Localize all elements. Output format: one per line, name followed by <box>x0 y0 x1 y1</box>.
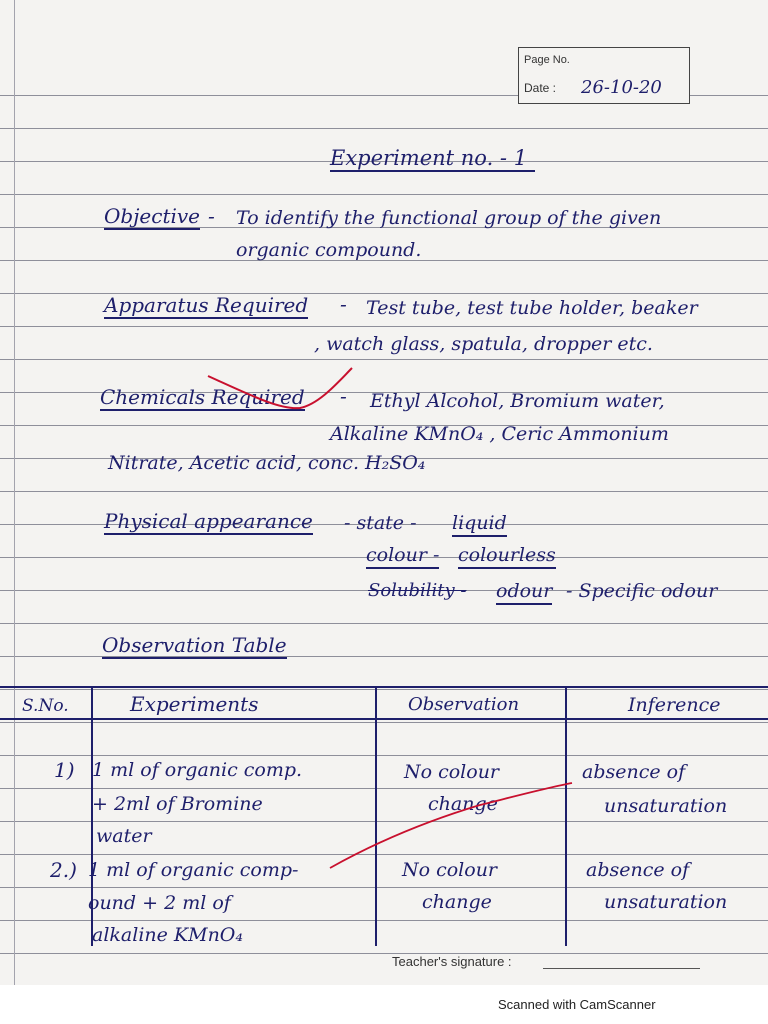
odour-label: odour <box>496 579 552 605</box>
cell-experiment: ound + 2 ml of <box>88 892 231 914</box>
cell-experiment: alkaline KMnO₄ <box>92 924 243 946</box>
physical-appearance-label: Physical appearance <box>104 509 313 533</box>
objective-text-line2: organic compound. <box>236 239 422 261</box>
chemicals-label: Chemicals Required <box>100 385 305 409</box>
state-label: - state - <box>344 512 417 534</box>
red-tick-mark <box>330 783 572 868</box>
page-no-label: Page No. <box>524 54 570 66</box>
cell-observation: change <box>422 891 492 913</box>
header-sno: S.No. <box>22 696 69 716</box>
cell-inference: unsaturation <box>604 795 728 817</box>
scanner-footer <box>0 985 768 1024</box>
cell-experiment: 1 ml of organic comp. <box>92 759 303 781</box>
cell-observation: change <box>428 793 498 815</box>
chemicals-text-line3: Nitrate, Acetic acid, conc. H₂SO₄ <box>108 452 426 474</box>
colour-value: colourless <box>458 543 556 569</box>
objective-label: Objective <box>104 204 201 228</box>
teacher-signature-label: Teacher's signature : <box>392 954 512 969</box>
cell-observation: No colour <box>404 761 500 783</box>
header-inference: Inference <box>628 694 721 716</box>
cell-inference: absence of <box>582 761 686 783</box>
objective-dash: - <box>208 204 215 228</box>
date-label: Date : <box>524 81 557 95</box>
apparatus-dash: - <box>340 292 347 316</box>
cell-inference: unsaturation <box>604 891 728 913</box>
chemicals-dash: - <box>340 384 347 408</box>
state-value: liquid <box>452 511 507 537</box>
header-experiments: Experiments <box>130 692 259 716</box>
cell-inference: absence of <box>586 859 690 881</box>
page-title: Experiment no. - 1 <box>330 146 535 172</box>
odour-value: - Specific odour <box>566 580 718 602</box>
cell-observation: No colour <box>402 859 498 881</box>
cell-experiment: 1 ml of organic comp- <box>88 859 299 881</box>
observation-table-heading: Observation Table <box>102 633 287 657</box>
apparatus-text-line1: Test tube, test tube holder, beaker <box>366 297 698 319</box>
red-tick-mark <box>208 368 352 408</box>
apparatus-text-line2: , watch glass, spatula, dropper etc. <box>314 333 653 355</box>
cell-sno: 2.) <box>50 858 77 882</box>
date-value: 26-10-20 <box>581 77 662 98</box>
objective-text-line1: To identify the functional group of the given <box>236 207 662 229</box>
colour-label: colour - <box>366 543 439 569</box>
chemicals-text-line2: Alkaline KMnO₄ , Ceric Ammonium <box>330 423 669 445</box>
chemicals-text-line1: Ethyl Alcohol, Bromium water, <box>370 390 665 412</box>
scanner-watermark: Scanned with CamScanner <box>498 997 656 1012</box>
cell-experiment: water <box>96 825 152 847</box>
cell-experiment: + 2ml of Bromine <box>92 793 263 815</box>
header-observation: Observation <box>408 694 520 715</box>
apparatus-label: Apparatus Required <box>104 293 309 317</box>
cell-sno: 1) <box>54 758 75 782</box>
solubility-label: Solubility - <box>368 580 467 601</box>
